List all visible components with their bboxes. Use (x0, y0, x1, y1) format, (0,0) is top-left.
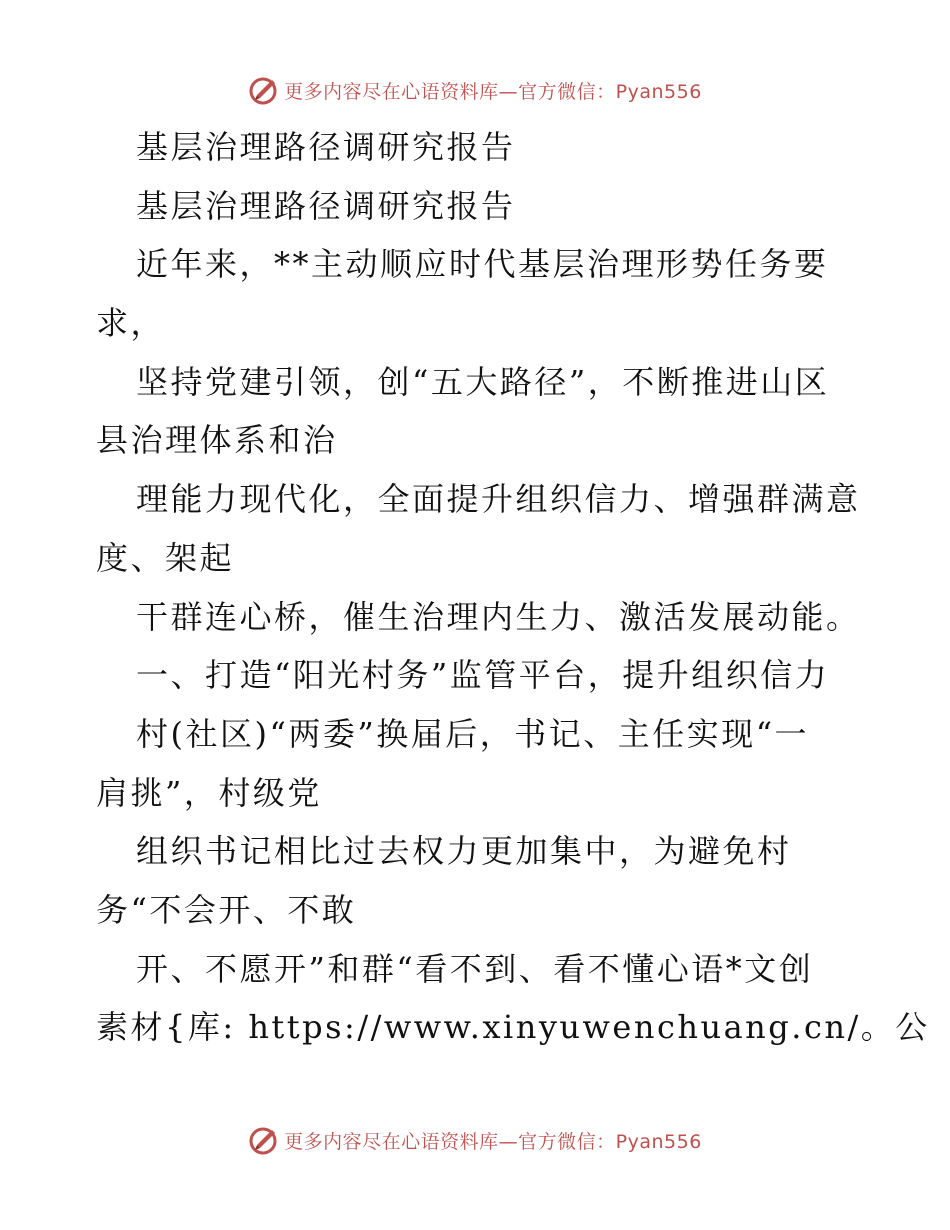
text-line: 县治理体系和治 (96, 421, 338, 460)
text-line: 度、架起 (96, 538, 235, 577)
banner-text: 更多内容尽在心语资料库—官方微信：Pyan556 (284, 1130, 702, 1153)
text-line: 素材{库: https://www.xinyuwenchuang.cn/。公 (96, 1008, 930, 1047)
text-line: 务“不会开、不敢 (96, 890, 357, 929)
pen-logo-icon (248, 1124, 280, 1156)
text-line: 干群连心桥，催生治理内生力、激活发展动能。 (136, 597, 861, 636)
text-line: 基层治理路径调研究报告 (136, 186, 516, 225)
document-body (96, 118, 930, 1057)
pen-logo-icon (248, 74, 280, 106)
text-line: 基层治理路径调研究报告 (136, 128, 516, 166)
section-heading: 一、打造“阳光村务”监管平台，提升组织信力 (136, 656, 830, 695)
text-line: 理能力现代化，全面提升组织信力、增强群满意 (136, 480, 861, 519)
text-line: 组织书记相比过去权力更加集中，为避免村 (136, 832, 792, 871)
text-line: 坚持党建引领，创“五大路径”，不断推进山区 (136, 362, 830, 401)
text-line: 村(社区)“两委”换届后，书记、主任实现“一 (136, 714, 810, 753)
header-banner (0, 70, 950, 110)
text-line: 求， (96, 304, 166, 343)
text-line: 肩挑”，村级党 (96, 773, 322, 812)
text-line: 近年来，**主动顺应时代基层治理形势任务要 (136, 245, 829, 284)
footer-banner (0, 1120, 950, 1160)
banner-text: 更多内容尽在心语资料库—官方微信：Pyan556 (284, 80, 702, 103)
text-line: 开、不愿开”和群“看不到、看不懂心语*文创 (136, 949, 814, 988)
